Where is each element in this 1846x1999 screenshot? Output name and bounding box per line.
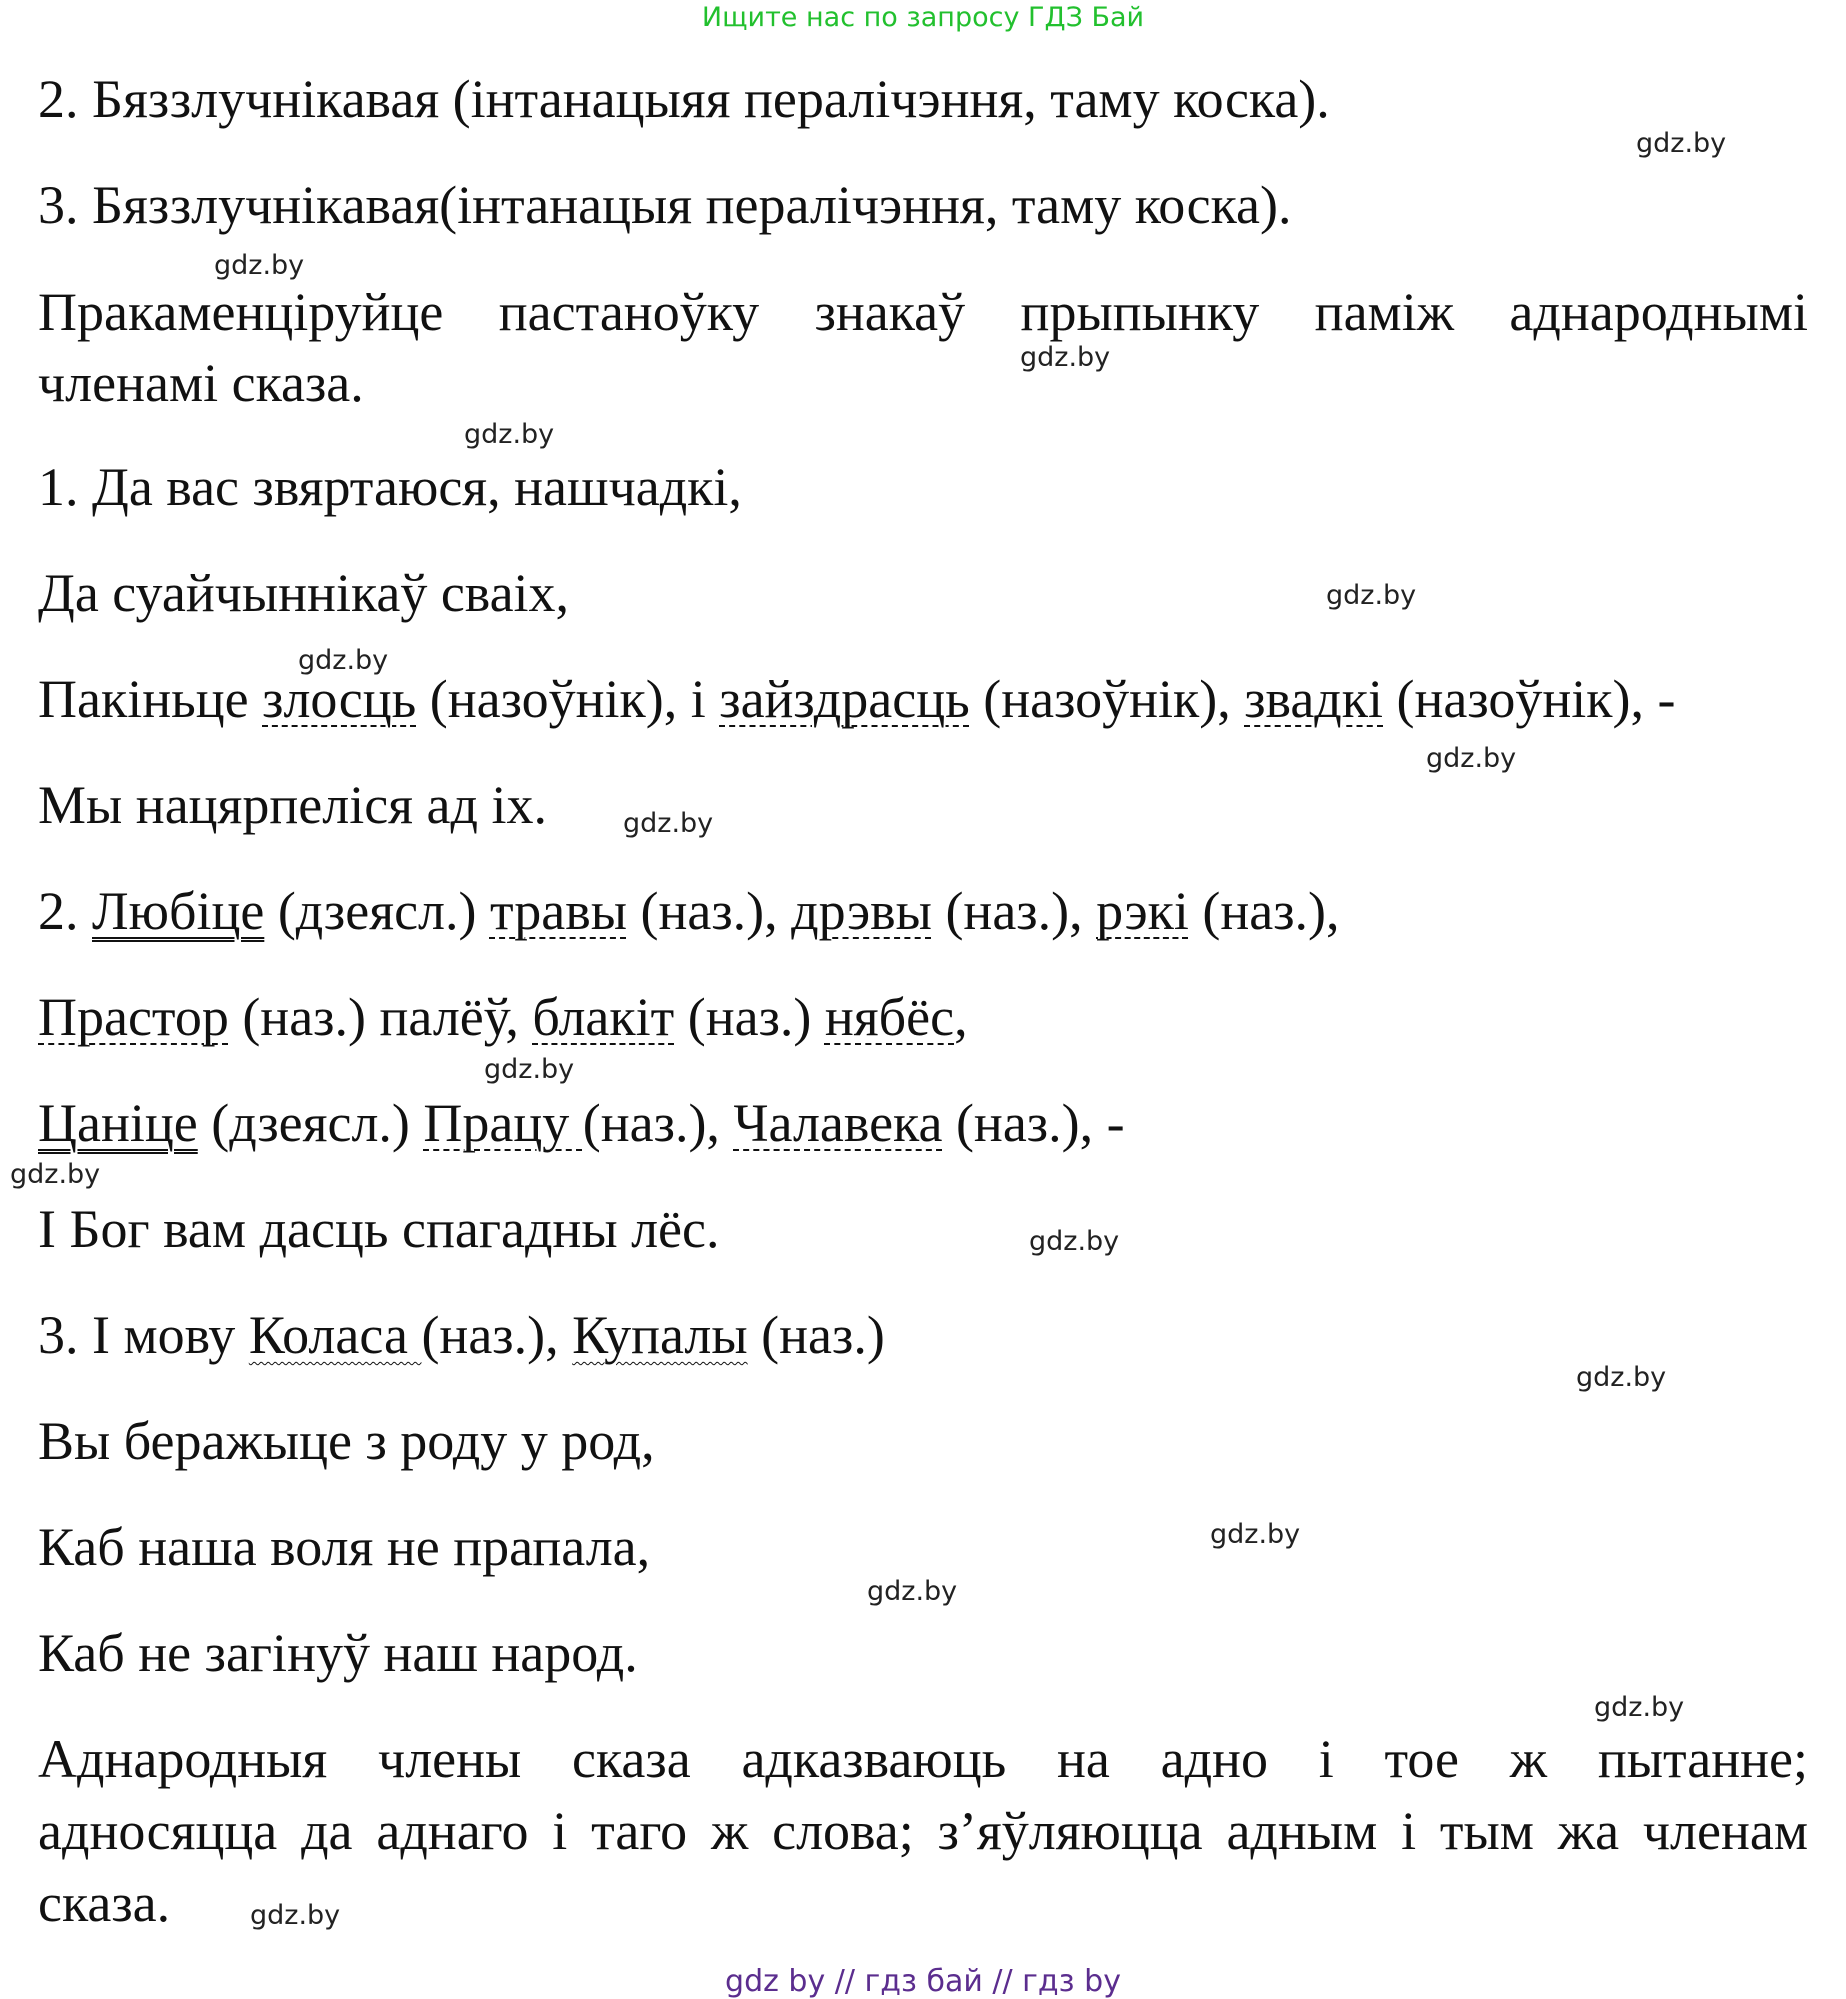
answer-line-2: 2. Бяззлучнікавая (інтанацыяя пералічэння, таму коска). (38, 69, 1330, 129)
text-segment: (наз.), - (942, 1093, 1125, 1153)
poem3-line-1 (38, 1305, 885, 1365)
text-segment: 3. І мову (38, 1305, 249, 1365)
poem1-line-2: Да суайчыннікаў сваіх, (38, 563, 570, 623)
answer-line-3: 3. Бяззлучнікавая(інтанацыя пералічэння, таму коска). (38, 175, 1292, 235)
text-segment: Пакіньце (38, 669, 263, 729)
watermark: gdz.by (1020, 342, 1111, 373)
text-segment: (наз.) палёў, (228, 987, 533, 1047)
homogeneous-member-word: Купалы (572, 1305, 748, 1365)
homogeneous-member-word: нябёс (824, 987, 955, 1047)
homogeneous-member-word: травы (489, 881, 627, 941)
text-segment: (назоўнік), (969, 669, 1245, 729)
watermark: gdz.by (484, 1054, 575, 1085)
task-text-line-2: членамі сказа. (38, 353, 364, 413)
watermark: gdz.by (464, 419, 555, 450)
homogeneous-member-word: зайздрасць (719, 669, 970, 729)
watermark: gdz.by (1576, 1362, 1667, 1393)
conclusion-line-1: Аднародныя члены сказа адказваюць на адно і тое ж пытанне; (38, 1729, 1808, 1789)
watermark: gdz.by (867, 1576, 958, 1607)
poem1-line-1: 1. Да вас звяртаюся, нашчадкі, (38, 457, 742, 517)
conclusion-line-3: сказа. (38, 1873, 171, 1933)
text-segment: (наз.) (674, 987, 825, 1047)
text-segment: (наз.), (421, 1305, 573, 1365)
homogeneous-member-word: Прастор (38, 987, 229, 1047)
text-segment: (дзеясл.) (264, 881, 490, 941)
poem3-line-3: Каб наша воля не прапала, (38, 1517, 651, 1577)
watermark: gdz.by (1326, 580, 1417, 611)
text-segment: (наз.), (582, 1093, 734, 1153)
homogeneous-member-word: звадкі (1244, 669, 1384, 729)
poem2-line-2 (38, 987, 968, 1047)
text-segment: (наз.), (1188, 881, 1340, 941)
watermark: gdz.by (1594, 1692, 1685, 1723)
watermark: gdz.by (250, 1900, 341, 1931)
predicate-word: Цаніце (38, 1093, 198, 1153)
homogeneous-member-word: дрэвы (791, 881, 932, 941)
watermark: gdz.by (298, 645, 389, 676)
watermark: gdz.by (214, 250, 305, 281)
poem3-line-4: Каб не загінуў наш народ. (38, 1623, 638, 1683)
footer-links: gdz by // гдз бай // гдз by (725, 1964, 1121, 1999)
poem2-line-1 (38, 881, 1340, 941)
predicate-word: Любіце (92, 881, 265, 941)
task-text-line-1: Пракаменціруйце пастаноўку знакаў прыпынку паміж аднароднымі (38, 282, 1808, 342)
text-segment: (дзеясл.) (197, 1093, 424, 1153)
poem1-line-3 (38, 669, 1676, 729)
poem2-line-3 (38, 1093, 1125, 1153)
homogeneous-member-word: Працу (423, 1093, 583, 1153)
conclusion-line-2: адносяцца да аднаго і таго ж слова; з’яўляюцца адным і тым жа членам (38, 1801, 1808, 1861)
text-segment: (назоўнік), - (1383, 669, 1676, 729)
watermark: gdz.by (623, 808, 714, 839)
homogeneous-member-word: блакіт (532, 987, 675, 1047)
homogeneous-member-word: злосць (262, 669, 417, 729)
poem1-line-4: Мы нацярпеліся ад іх. (38, 775, 547, 835)
poem3-line-2: Вы беражыце з роду у род, (38, 1411, 655, 1471)
watermark: gdz.by (1426, 743, 1517, 774)
homogeneous-member-word: Коласа (248, 1305, 422, 1365)
watermark: gdz.by (1210, 1519, 1301, 1550)
search-hint-banner: Ищите нас по запросу ГДЗ Бай (701, 2, 1145, 33)
text-segment: (наз.), (931, 881, 1097, 941)
watermark: gdz.by (1636, 128, 1727, 159)
text-segment: (назоўнік), і (416, 669, 720, 729)
watermark: gdz.by (10, 1159, 101, 1190)
text-segment: (наз.), (626, 881, 792, 941)
poem2-line-4: І Бог вам дасць спагадны лёс. (38, 1199, 720, 1259)
text-segment: , (954, 987, 968, 1047)
text-segment: (наз.) (747, 1305, 885, 1365)
homogeneous-member-word: Чалавека (733, 1093, 943, 1153)
text-segment: 2. (38, 881, 92, 941)
watermark: gdz.by (1029, 1226, 1120, 1257)
homogeneous-member-word: рэкі (1096, 881, 1189, 941)
